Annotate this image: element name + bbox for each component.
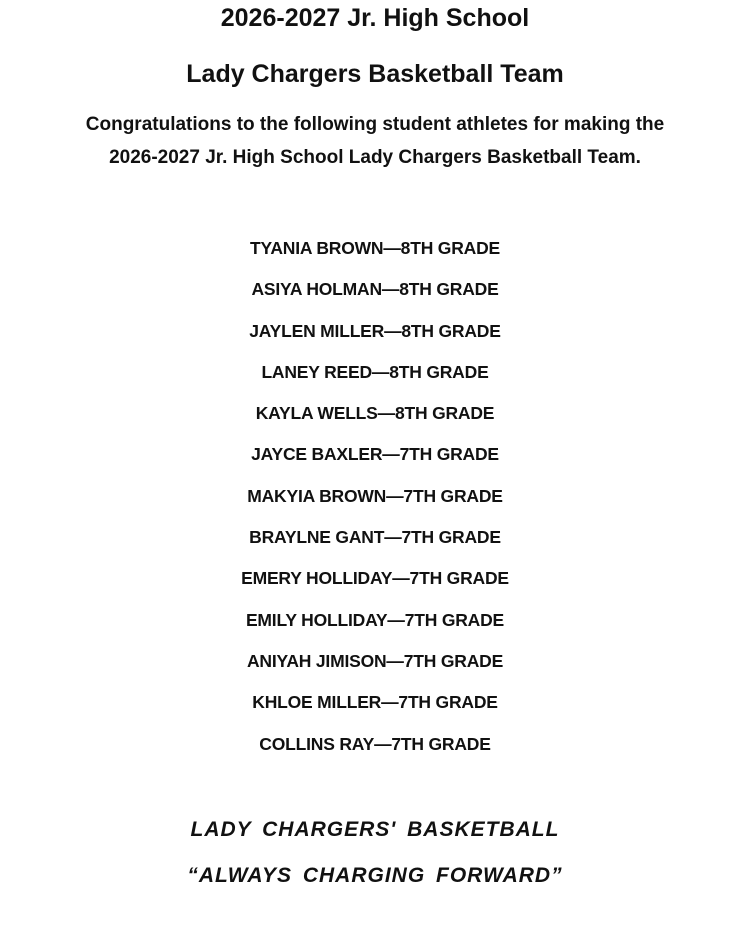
roster-item: JAYLEN MILLER—8TH GRADE — [249, 320, 501, 341]
roster-list — [0, 236, 750, 773]
roster-item: JAYCE BAXLER—7TH GRADE — [251, 444, 499, 465]
roster-item: ASIYA HOLMAN—8TH GRADE — [251, 279, 499, 300]
team-title: Lady Chargers Basketball Team — [186, 60, 564, 88]
roster-item: LANEY REED—8TH GRADE — [261, 361, 489, 382]
roster-item: EMERY HOLLIDAY—7TH GRADE — [241, 568, 509, 589]
motto-line-1: LADY CHARGERS' BASKETBALL — [190, 818, 560, 841]
roster-item: MAKYIA BROWN—7TH GRADE — [247, 485, 503, 506]
page-title: 2026-2027 Jr. High School — [220, 4, 530, 32]
roster-item: COLLINS RAY—7TH GRADE — [259, 733, 491, 754]
roster-item: EMILY HOLLIDAY—7TH GRADE — [245, 609, 505, 630]
intro-line-2: 2026-2027 Jr. High School Lady Chargers Basketball Team. — [109, 147, 641, 168]
roster-item: KHLOE MILLER—7TH GRADE — [252, 692, 498, 713]
roster-item: TYANIA BROWN—8TH GRADE — [249, 238, 500, 258]
intro-line-1: Congratulations to the following student athletes for making the — [85, 114, 665, 135]
motto-line-2: “ALWAYS CHARGING FORWARD” — [187, 864, 563, 887]
roster-item: ANIYAH JIMISON—7TH GRADE — [246, 650, 504, 671]
roster-item: BRAYLNE GANT—7TH GRADE — [249, 527, 501, 548]
roster-item: KAYLA WELLS—8TH GRADE — [255, 403, 495, 424]
